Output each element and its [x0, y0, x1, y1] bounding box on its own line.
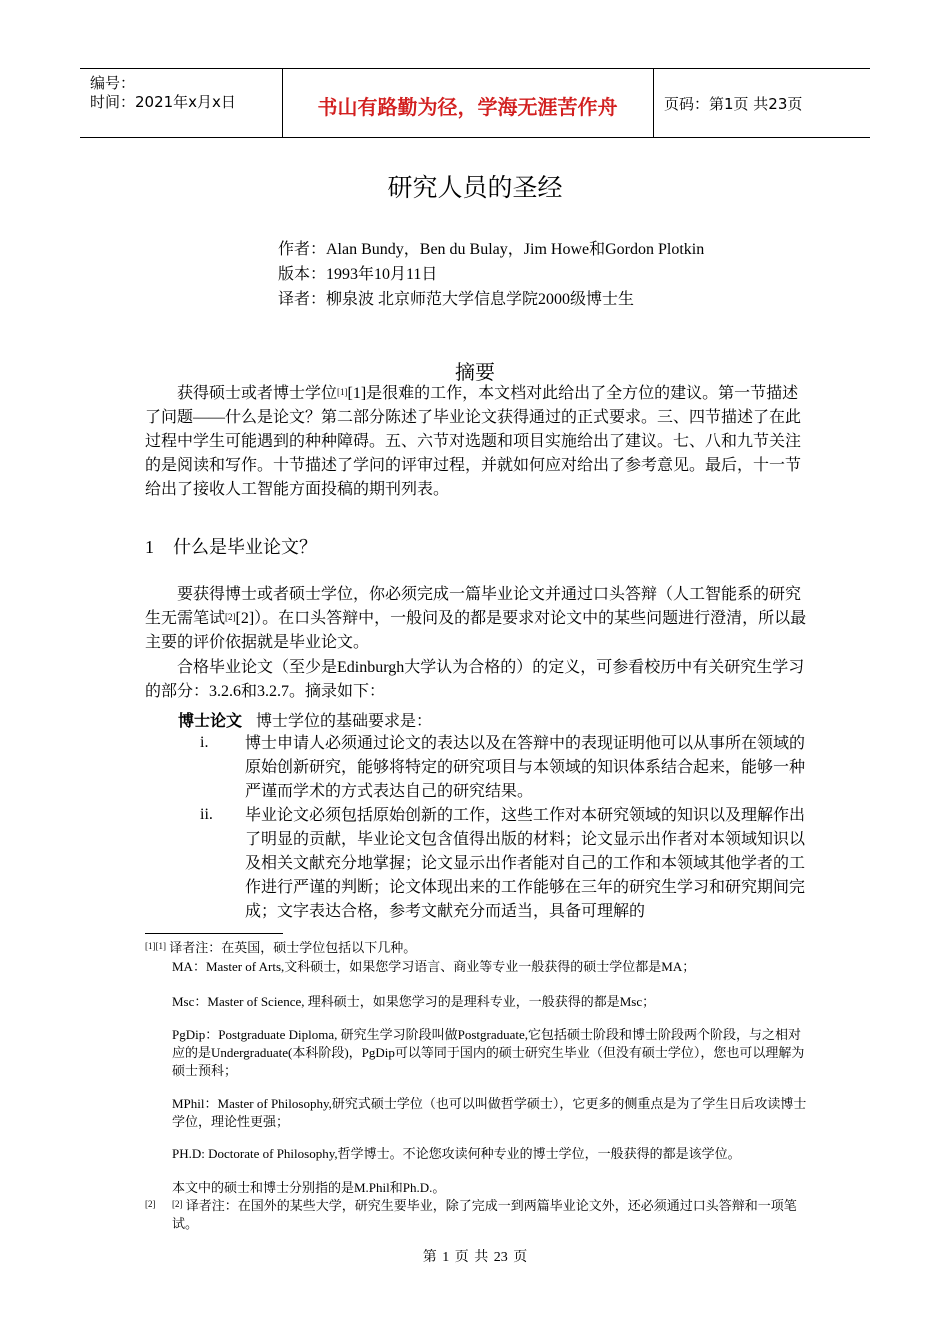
footnote-separator	[145, 933, 283, 934]
abstract-paragraph	[145, 382, 807, 502]
section-1-paragraph-2: 合格毕业论文（至少是Edinburgh大学认为合格的）的定义，可参看校历中有关研究生学习的部分：3.2.6和3.2.7。摘录如下：	[145, 659, 805, 700]
footnote-1-marker: [1][1]	[145, 941, 166, 951]
document-title: 研究人员的圣经	[387, 173, 563, 202]
header-motto-cell	[282, 69, 654, 137]
footnote-1-line-mphil: MPhil：Master of Philosophy,研究式硕士学位（也可以叫做哲学硕士），它更多的侧重点是为了学生日后攻读博士学位，理论性更强；	[172, 1096, 807, 1129]
footnote-1-line-msc: Msc：Master of Science, 理科硕士，如果您学习的是理科专业，一般获得的都是Msc；	[172, 994, 656, 1009]
section-1-heading	[145, 533, 317, 559]
page-footer: 第 1 页 共 23 页	[422, 1250, 528, 1265]
list-item-text-i: 博士申请人必须通过论文的表达以及在答辩中的表现证明他可以从事所在领域的原始创新研究，能够将特定的研究项目与本领域的知识体系结合起来，能够一种严谨而学术的方式表达自己的研究结果。	[245, 735, 806, 800]
phd-intro-text: 博士学位的基础要求是：	[256, 713, 433, 730]
footnote-2-marker-outer	[145, 1197, 156, 1215]
section-1-number: 1	[145, 537, 154, 557]
list-item-label-ii: ii.	[200, 806, 213, 823]
abstract-text-start: 获得硕士或者博士学位	[177, 385, 338, 402]
footnote-1-line-pgdip: PgDip：Postgraduate Diploma, 研究生学习阶段叫做Postgraduate,它包括硕士阶段和博士阶段两个阶段，与之相对应的是Undergraduate(本科阶段)，PgDip可以等同于国内的硕士研究生毕业（但没有硕士学位），您也可以理解为硕士预科；	[172, 1027, 805, 1078]
para1-text-start: 要获得博士或者硕士学位，你必须完成一篇毕业论文并通过口头答辩（人工智能系的研究生无需笔试	[145, 586, 802, 627]
footnote-2-text	[172, 1197, 807, 1233]
abstract-heading: 摘要	[455, 360, 495, 384]
footnote-1-line-phd: PH.D: Doctorate of Philosophy,哲学博士。不论您攻读何种专业的博士学位，一般获得的都是该学位。	[172, 1146, 741, 1161]
footnote-1-title-text: 译者注：在英国，硕士学位包括以下几种。	[169, 940, 417, 955]
list-item-text-ii: 毕业论文必须包括原始创新的工作，这些工作对本研究领域的知识以及理解作出了明显的贡献，毕业论文包含值得出版的材料；论文显示出作者对本领域知识以及相关文献充分地掌握；论文显示出作者能对自己的工作和本领域其他学者的工作进行严谨的判断；论文体现出来的工作能够在三年的研究生学习和研究期间完成；文字表达合格，参考文献充分而适当，具备可理解的	[245, 807, 806, 920]
footnote-2-marker-inner: [2]	[172, 1199, 183, 1209]
footnote-1-line-ma: MA：Master of Arts,文科硕士，如果您学习语言、商业等专业一般获得的硕士学位都是MA；	[172, 959, 696, 974]
footnote-2-marker-outer-text: [2]	[145, 1199, 156, 1209]
authors-line: 作者：Alan Bundy，Ben du Bulay，Jim Howe和Gordon Plotkin	[278, 241, 705, 258]
footnote-1-title	[145, 939, 807, 957]
footnote-ref-1[interactable]: [1]	[337, 387, 348, 397]
section-1-paragraph-1	[145, 583, 807, 655]
header-motto: 书山有路勤为径，学海无涯苦作舟	[317, 95, 618, 119]
footnote-2-body: 译者注：在国外的某些大学，研究生要毕业，除了完成一到两篇毕业论文外，还必须通过口头答辩和一项笔试。	[172, 1198, 797, 1231]
header-page-info: 页码：第1页 共23页	[664, 95, 803, 113]
abstract-text-rest: [1]是很难的工作，本文档对此给出了全方位的建议。第一节描述了问题——什么是论文？第二部分陈述了毕业论文获得通过的正式要求。三、四节描述了在此过程中学生可能遇到的种种障碍。五、六节对选题和项目实施给出了建议。七、八和九节关注的是阅读和写作。十节描述了学问的评审过程，并就如何应对给出了参考意见。最后，十一节给出了接收人工智能方面投稿的期刊列表。	[145, 385, 802, 498]
list-item-label-i: i.	[200, 734, 209, 751]
footnote-ref-2[interactable]: [2]	[225, 612, 236, 622]
phd-thesis-label: 博士论文	[178, 711, 243, 730]
version-line: 版本：1993年10月11日	[278, 266, 438, 283]
document-number-label: 编号：	[90, 74, 136, 92]
header-left-cell	[80, 69, 283, 137]
footnote-1-line-note: 本文中的硕士和博士分别指的是M.Phil和Ph.D.。	[172, 1180, 446, 1195]
header-page-cell	[654, 69, 870, 137]
section-1-title: 什么是毕业论文？	[173, 537, 317, 558]
translator-line: 译者：柳泉波 北京师范大学信息学院2000级博士生	[278, 291, 635, 308]
para1-text-rest: [2]）。在口头答辩中，一般问及的都是要求对论文中的某些问题进行澄清，所以最主要的评价依据就是毕业论文。	[145, 610, 807, 651]
header-table	[80, 68, 870, 138]
document-time-label: 时间：2021年x月x日	[90, 93, 236, 111]
phd-requirements-intro	[178, 708, 432, 731]
